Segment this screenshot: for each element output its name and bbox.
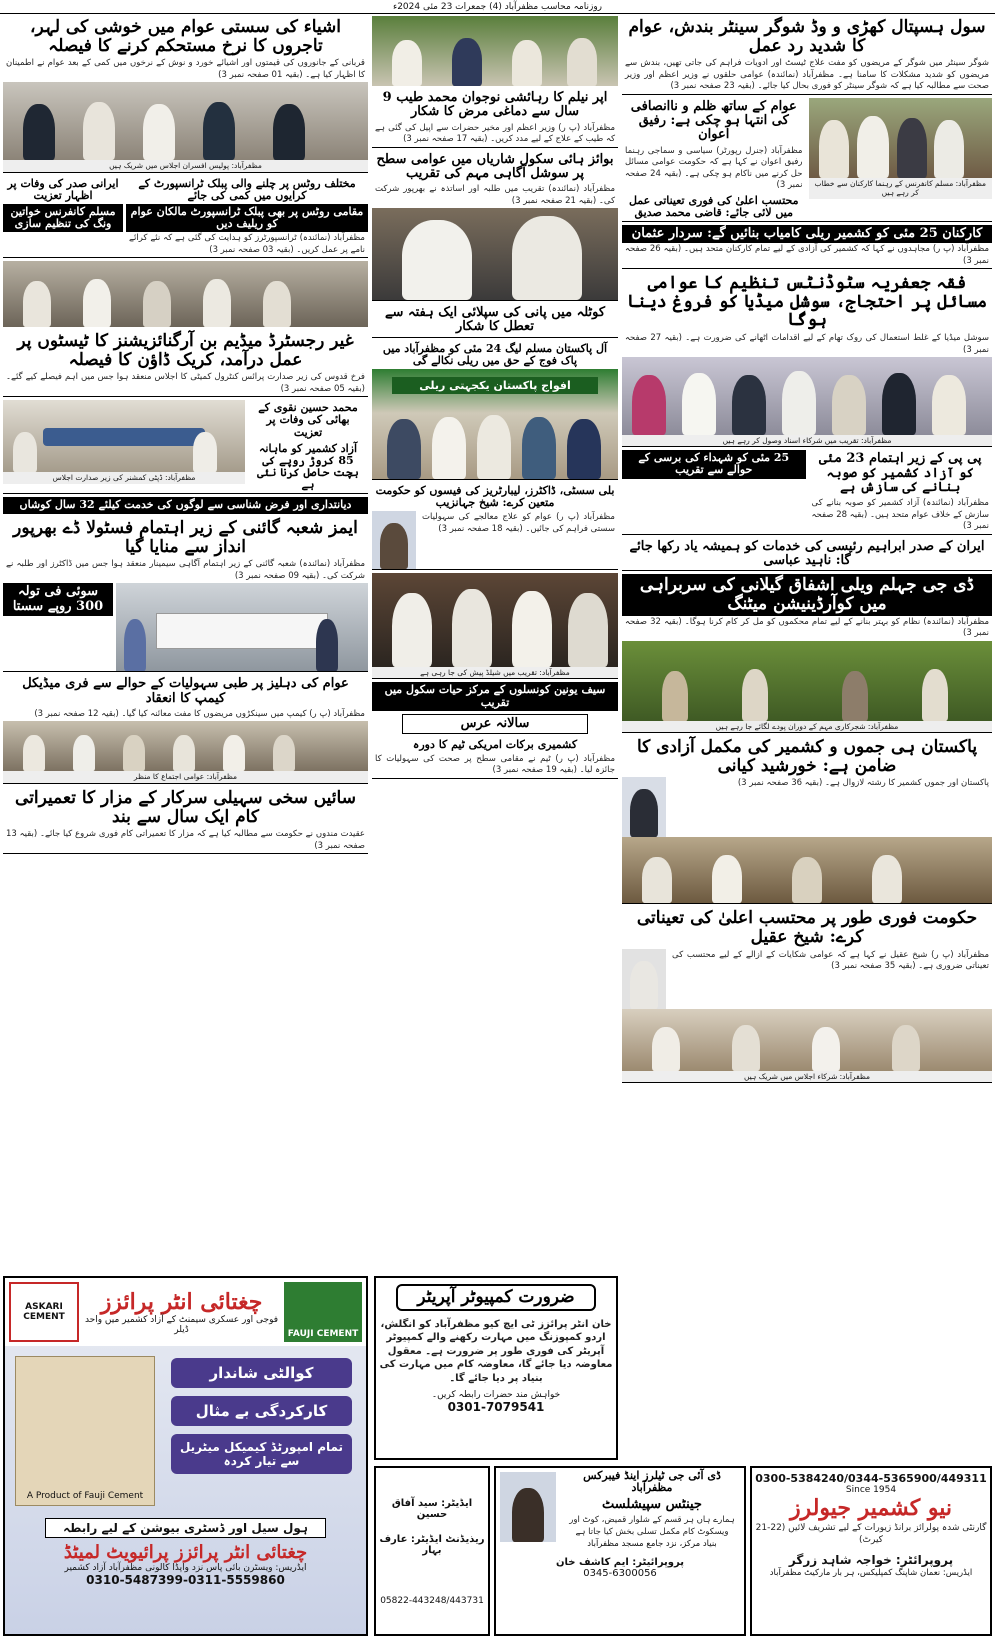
ad-title: ضرورت کمپیوٹر آپریٹر [396, 1284, 596, 1311]
ad-phones: 0300-5384240/0344-5365900/449311 [755, 1472, 987, 1485]
ad-phones: 0310-5487399-0311-5559860 [86, 1573, 285, 1587]
ad-owner: پروپرائیٹر: ایم کاشف خان [555, 1557, 684, 1569]
ad-computer-operator [374, 1276, 618, 1460]
headline: بوائز ہائی سکول شاریاں میں عوامی سطح پر سوشل آگاہی مہم کی تقریب [376, 151, 614, 181]
headline: محمد حسین نقوی کے بھائی کی وفات پر تعزیت [258, 401, 358, 439]
article-rally [372, 341, 618, 480]
news-photo [622, 357, 992, 435]
article-water-supply [372, 304, 618, 338]
article-rafiq-awan [622, 98, 992, 222]
ad-subtitle: جینٹس سپیشلسٹ [602, 1497, 702, 1513]
photo-caption: مظفرآباد: تقریب میں شرکاء اسناد وصول کر رہے ہیں [622, 435, 992, 446]
news-photo [622, 1009, 992, 1071]
article-body: مظفرآباد (نمائندہ) ٹرانسپورٹرز کو ہدایت کی گئی ہے کہ نئے کرائے نامے پر عمل کریں۔ (بقیہ 03 صفحہ نمبر 3) [129, 233, 365, 255]
rally-banner: افواج پاکستان یکجہتی ریلی [392, 377, 598, 394]
article-body: مظفرآباد (پ ر) شیخ عقیل نے کہا ہے کہ عوامی شکایات کے ازالے کے لیے محتسب کی تعیناتی ضروری ہے۔ (بقیہ 35 صفحہ نمبر 3) [672, 949, 989, 972]
article-crackdown [3, 330, 368, 397]
headline: حکومت فوری طور پر محتسب اعلیٰ کی تعیناتی کرے: شیخ عقیل [636, 908, 978, 947]
ad-phone: 0301-7079541 [447, 1400, 545, 1415]
headline: ڈی جی جہلم ویلی اشفاق گیلانی کی سربراہی میں کوآرڈینیشن میٹنگ [622, 574, 992, 615]
headline: مسلم کانفرنس خواتین ونگ کی تنظیم سازی [3, 204, 123, 232]
masthead: روزنامہ محاسب مظفرآباد (4) جمعرات 23 مئی 2024ء [0, 0, 995, 14]
news-photo [3, 400, 245, 472]
rally-photo [372, 369, 618, 479]
photo-caption: مظفرآباد: مسلم کانفرنس کے رہنما کارکنان سے خطاب کر رہے ہیں [809, 178, 993, 199]
article-body: سوشل میڈیا کے غلط استعمال کی روک تھام کے لیے اقدامات اٹھانے کی ضرورت ہے۔ (بقیہ 27 صفحہ نمبر 3) [625, 333, 989, 355]
portrait-photo [372, 511, 416, 569]
headline: سائیں سخی سہیلی سرکار کے مزار کا تعمیراتی کام ایک سال سے بند [15, 787, 356, 827]
news-photo [3, 261, 368, 327]
headline: ایران کے صدر ابراہیم رئیسی کی خدمات کو ہمیشہ یاد رکھا جائے گا: ناہید عباسی [629, 538, 985, 568]
headline: اشیاء کی سستی عوام میں خوشی کی لہر، تاجروں کا نرخ مستحکم کرنے کا فیصلہ [30, 17, 341, 56]
ad-address: ایڈریس: ویسٹرن بائی پاس نزد واپڈا کالونی مظفرآباد آزاد کشمیر [64, 1563, 307, 1573]
ad-chughtai-enterprises [3, 1276, 368, 1636]
headline: آل پاکستان مسلم لیگ 24 مئی کو مظفرآباد میں پاک فوج کے حق میں ریلی نکالے گی [382, 341, 608, 367]
article-body: مظفرآباد (پ ر) وزیر اعظم اور مخیر حضرات سے اپیل کی گئی ہے کہ طیب کے علاج کے لیے مدد کریں۔ (بقیہ 17 صفحہ نمبر 3) [375, 122, 615, 145]
article-sheikh-aqeel [622, 907, 992, 1083]
article-shield [372, 573, 618, 679]
article-fees [372, 483, 618, 570]
article-body: مظفرآباد (پ ر) کیمپ میں سینکڑوں مریضوں کا مفت معائنہ کیا گیا۔ (بقیہ 12 صفحہ نمبر 3) [34, 708, 365, 719]
ad-since: Since 1954 [845, 1485, 897, 1495]
article-body: مظفرآباد (نمائندہ) آزاد کشمیر کو صوبہ بنانے کی سازش کے خلاف عوام متحد ہیں۔ (بقیہ 28 صفحہ نمبر 3) [811, 498, 990, 532]
ad-tailors [494, 1466, 746, 1636]
article-body: مظفرآباد (جنرل رپورٹر) سیاسی و سماجی رہنما رفیق اعوان نے کہا ہے کہ حکومت عوامی مسائل حل کرنے میں ناکام ہو چکی ہے۔ (بقیہ 24 صفحہ نمبر 3) [625, 145, 803, 191]
ad-title: چغتائی انٹر پرائزز [100, 1289, 263, 1315]
ad-company-name: چغتائی انٹر پرائزز پرائیویٹ لمیٹڈ [63, 1542, 308, 1563]
ad-address: ایڈریس: نعمان شاپنگ کمپلیکس، ہر بار مارکیٹ مظفرآباد [769, 1568, 973, 1579]
headline: عوام کی دہلیز پر طبی سہولیات کے حوالے سے فری میڈیکل کیمپ کا انعقاد [22, 676, 349, 706]
ad-contact: خواہش مند حضرات رابطہ کریں۔ [431, 1390, 561, 1401]
headline: مقامی روٹس پر بھی پبلک ٹرانسپورٹ مالکان عوام کو ریلیف دیں [126, 204, 368, 232]
article-service [3, 497, 368, 514]
ad-subtitle: فوجی اور عسکری سیمنٹ کے آزاد کشمیر میں واحد ڈیلر [84, 1315, 279, 1335]
photo-caption: مظفرآباد: تقریب میں شیلڈ پیش کی جا رہی ہے [372, 667, 618, 678]
photo-caption: مظفرآباد: ڈپٹی کمشنر کی زیر صدارت اجلاس [3, 472, 245, 483]
news-photo [3, 82, 368, 160]
right-column [622, 16, 992, 1270]
article-ppp [622, 450, 992, 534]
left-column [3, 16, 368, 1270]
article-body: شوگر سینٹر میں شوگر کے مریضوں کو مفت علاج ٹیسٹ اور ادویات فراہم کی جاتی تھیں، بندش سے مریضوں کو شدید مشکلات کا سامنا ہے۔ مظفرآباد (نمائندہ) عوامی حلقوں نے وزیر اعظم اور وزیر صحت سے مطالبہ کیا ہے کہ شوگر سینٹر کو فوری بحال کیا جائے۔ (بقیہ 23 صفحہ نمبر 3) [625, 58, 989, 92]
headline: غیر رجسٹرڈ میڈیم بن آرگنائزیشنز کا ٹیسٹوں پر عمل درآمد، کریک ڈاؤن کا فیصلہ [17, 331, 354, 370]
article-social-media [622, 272, 992, 447]
fauji-cement-logo: FAUJI CEMENT [284, 1282, 362, 1342]
editor-phones: 05822-443248/443731 [380, 1596, 484, 1606]
headline: آزاد کشمیر کو ماہانہ 85 کروڑ روپے کی بچت حاصل کرنا نئی ہے [257, 441, 359, 491]
article-meeting [3, 400, 368, 494]
ad-title: نیو کشمیر جیولرز [789, 1495, 953, 1521]
article-body: فرخ قدوس کی زیر صدارت پرائس کنٹرول کمیٹی کا اجلاس منعقد ہوا جس میں اہم فیصلے کیے گئے۔ (بقیہ 05 صفحہ نمبر 3) [6, 372, 365, 394]
portrait-photo [622, 949, 666, 1009]
owner-photo [500, 1472, 556, 1542]
article-usman [622, 225, 992, 269]
headline: پی پی کے زیر اہتمام 23 مئی کو آزاد کشمیر کو صوبہ بنانے کی سازش ہے [818, 451, 982, 495]
editor-box [374, 1466, 490, 1636]
article-pakistan-guarantor [622, 736, 992, 904]
headline: ایرانی صدر کی وفات پر اظہار تعزیت [7, 176, 119, 202]
article-coordination-meeting [622, 574, 992, 733]
photo-caption: مظفرآباد: پولیس افسران اجلاس میں شریک ہیں [3, 160, 368, 171]
ad-body: خان انٹر پرائزز ٹی ایچ کیو مظفرآباد کو انگلش، اردو کمپوزنگ میں مہارت رکھنے والے کمپیوٹر آپریٹر کی فوری طور پر ضرورت ہے۔ معقول معاوضہ دیا جائے گا، معاوضہ کام میں مہارت کی بنیاد پر دیا جائے گا۔ [379, 1318, 613, 1384]
article-prices [3, 16, 368, 173]
headline: کارکنان 25 مئی کو کشمیر ریلی کامیاب بنائیں گے: سردار عثمان [622, 225, 992, 243]
article-body: عقیدت مندوں نے حکومت سے مطالبہ کیا ہے کہ مزار کا تعمیراتی کام فوری شروع کیا جائے۔ (بقیہ 13 صفحہ نمبر 3) [6, 829, 365, 851]
headline: محتسب اعلیٰ کی فوری تعیناتی عمل میں لائی جائے: قاضی محمد صدیق [628, 193, 799, 219]
article-transport [3, 176, 368, 258]
ad-address: بنیاد مرکز، نزد جامع مسجد مظفرآباد [587, 1539, 717, 1550]
headline: اپر نیلم کا رہائشی نوجوان محمد طیب 9 سال سے دماغی مرض کا شکار [382, 90, 608, 120]
article-body: مظفرآباد (پ ر) مجاہدوں نے کہا کہ کشمیر کی آزادی کے لیے تمام کارکنان متحد ہیں۔ (بقیہ 26 صفحہ نمبر 3) [625, 244, 990, 266]
news-photo [372, 208, 618, 300]
article-raisi [622, 538, 992, 572]
ad-jewellers [750, 1466, 992, 1636]
article-body: قربانی کے جانوروں کی قیمتوں اور اشیائے خورد و نوش کے نرخوں میں کمی کے بعد عوام نے اطمینان کا اظہار کیا ہے۔ (بقیہ 01 صفحہ نمبر 3) [6, 58, 365, 80]
article-medical-camp [3, 675, 368, 783]
resident-editor-name: ریذیڈنٹ ایڈیٹر: عارف بہار [379, 1534, 485, 1556]
ad-phone: 0345-6300056 [583, 1568, 657, 1580]
headline: سیف یونین کونسلوں کے مرکز حیات سکول میں تقریب [372, 682, 618, 710]
headline: مختلف روٹس پر چلنے والی پبلک ٹرانسپورٹ کے کرایوں میں کمی کی جائے [138, 176, 356, 202]
article-body: مظفرآباد (نمائندہ) نظام کو بہتر بنانے کے لیے تمام محکموں کو مل کر کام کرنا ہوگا۔ (بقیہ 32 صفحہ نمبر 3) [625, 616, 989, 639]
ad-feature-material: تمام امپورٹڈ کیمیکل میٹریل سے تیار کردہ [171, 1434, 352, 1474]
headline: بلی سسٹی، ڈاکٹرز، لیبارٹریز کی فیسوں کو حکومت متعین کرے: شیخ جہانزیب [375, 483, 615, 509]
headline: کوٹلہ میں پانی کی سپلائی ایک ہفتہ سے تعطل کا شکار [384, 305, 606, 335]
ad-body: ہمارے ہاں ہر قسم کے شلوار قمیض، کوٹ اور ویسکوٹ کام مکمل تسلی بخش کیا جاتا ہے [569, 1515, 735, 1537]
news-photo [372, 16, 618, 86]
headline: ایمز شعبہ گائنی کے زیر اہتمام فسٹولا ڈے بھرپور انداز سے منایا گیا [13, 518, 358, 557]
article-shrine [3, 787, 368, 854]
news-photo [3, 721, 368, 771]
portrait-photo [622, 777, 666, 837]
gold-price-box: سوئی فی تولہ 300 روپے سستا [3, 583, 113, 616]
article-union-council [372, 682, 618, 779]
headline: کشمیری برکات امریکی ٹیم کا دورہ [412, 737, 578, 751]
ad-owner: پروپرائٹر: خواجہ شاہد زرگر [788, 1553, 954, 1568]
ad-body: گارنٹی شدہ پولرائز برانڈ زیورات کے لیے تشریف لائیں (22-21 کیرٹ) [755, 1523, 987, 1546]
article-tayyab [372, 89, 618, 148]
cement-bag-image: A Product of Fauji Cement [15, 1356, 155, 1506]
article-fistula [3, 517, 368, 672]
article-body: مظفرآباد (نمائندہ) شعبہ گائنی کے زیر اہتمام آگاہی سیمینار منعقد ہوا جس میں ڈاکٹرز اور طلبہ نے شرکت کی۔ (بقیہ 09 صفحہ نمبر 3) [6, 559, 365, 581]
photo-caption: مظفرآباد: شجرکاری مہم کے دوران پودے لگائے جا رہے ہیں [622, 721, 992, 732]
ad-contact-line: ہول سیل اور ڈسٹری بیوشن کے لیے رابطہ [45, 1518, 326, 1538]
news-photo [622, 837, 992, 903]
news-photo [809, 98, 993, 178]
headline: پاکستان ہی جموں و کشمیر کی مکمل آزادی کا ضامن ہے: خورشید کیانی [636, 736, 978, 776]
news-photo [116, 583, 368, 671]
article-body: پاکستان اور جموں کشمیر کا رشتہ لازوال ہے۔ (بقیہ 36 صفحہ نمبر 3) [737, 778, 989, 789]
ad-feature-performance: کارکردگی بے مثال [171, 1396, 352, 1426]
headline: سول ہسپتال کھڑی و وڈ شوگر سینٹر بندش، عوام کا شدید رد عمل [628, 17, 986, 56]
article-body: مظفرآباد (نمائندہ) تقریب میں طلبہ اور اساتذہ نے بھرپور شرکت کی۔ (بقیہ 21 صفحہ نمبر 3) [375, 184, 615, 206]
article-body: مظفرآباد (پ ر) ٹیم نے مقامی سطح پر صحت کی سہولیات کا جائزہ لیا۔ (بقیہ 19 صفحہ نمبر 3) [375, 753, 615, 776]
news-photo [622, 641, 992, 721]
photo-caption: مظفرآباد: شرکاء اجلاس میں شریک ہیں [622, 1071, 992, 1082]
ad-feature-quality: کوالٹی شاندار [171, 1358, 352, 1388]
news-photo [372, 573, 618, 667]
article-school-campaign [372, 151, 618, 302]
askari-cement-logo: ASKARI CEMENT [9, 1282, 79, 1342]
editor-name: ایڈیٹر: سید آفاق حسین [391, 1498, 473, 1520]
ad-title: ڈی آئی جی ٹیلرز اینڈ فیبرکس مظفرآباد [583, 1469, 721, 1495]
article-body: مظفرآباد (پ ر) عوام کو علاج معالجے کی سہولیات سستی فراہم کی جائیں۔ (بقیہ 18 صفحہ نمبر 3) [422, 512, 615, 534]
middle-column [372, 16, 618, 1270]
article-sugar-center [622, 16, 992, 95]
headline: فقہ جعفریہ سٹوڈنٹس تنظیم کا عوامی مسائل پر احتجاج، سوشل میڈیا کو فروغ دینا ہوگا [626, 272, 988, 331]
headline: عوام کے ساتھ ظلم و ناانصافی کی انتہا ہو چکی ہے: رفیق اعوان [630, 98, 797, 143]
photo-caption: مظفرآباد: عوامی اجتماع کا منظر [3, 771, 368, 782]
headline: 25 مئی کو شہداء کی برسی کے حوالے سے تقریب [622, 450, 806, 478]
headline: دیانتداری اور فرض شناسی سے لوگوں کی خدمت کیلئے 32 سال کوشاں [3, 497, 368, 513]
urs-badge: سالانہ عرس [402, 714, 588, 734]
